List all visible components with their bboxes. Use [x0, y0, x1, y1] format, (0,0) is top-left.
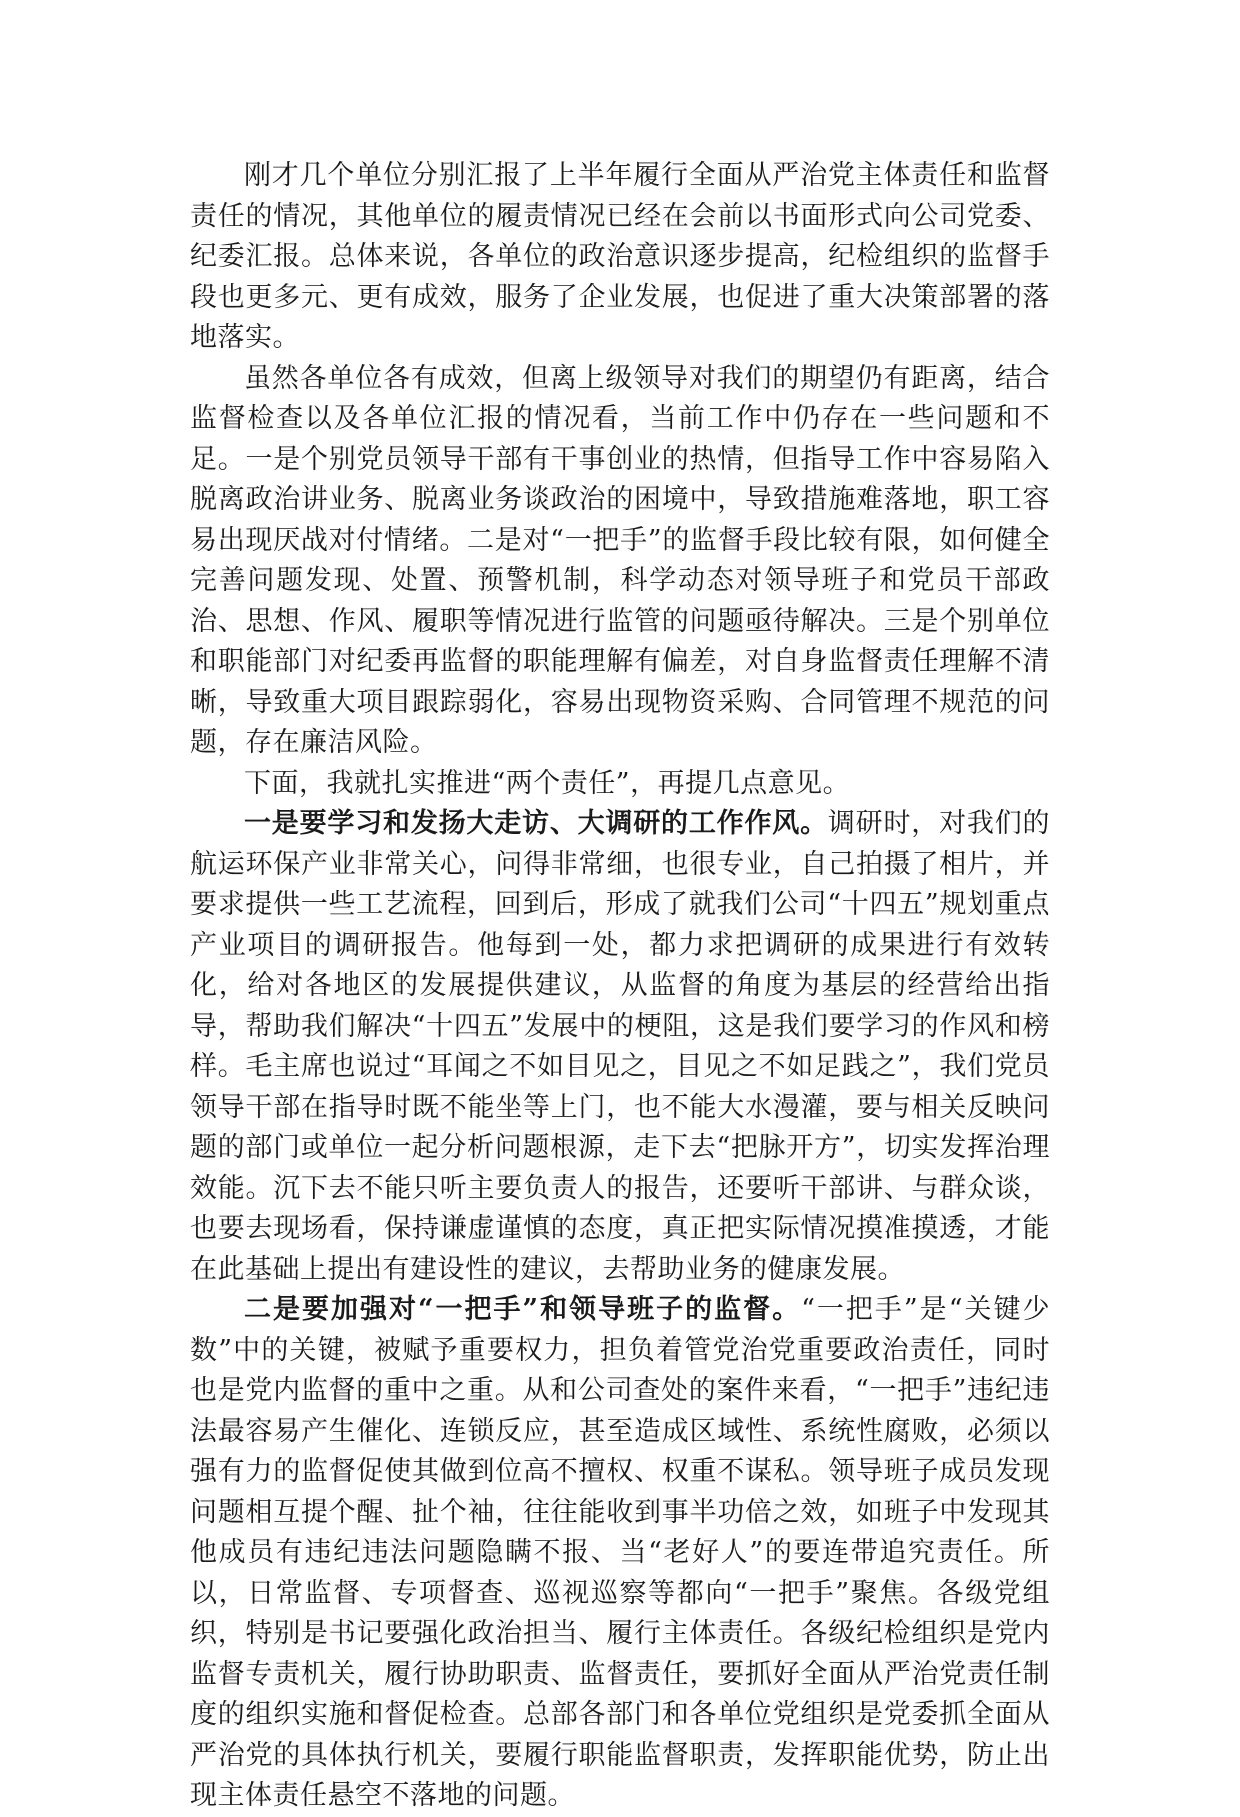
- paragraph-text: 虽然各单位各有成效，但离上级领导对我们的期望仍有距离，结合监督检查以及各单位汇报的情况看，当前工作中仍存在一些问题和不足。一是个别党员领导干部有干事创业的热情，但指导工作中容易陷入脱离政治讲业务、脱离业务谈政治的困境中，导致措施难落地，职工容易出现厌战对付情绪。二是对“一把手”的监督手段比较有限，如何健全完善问题发现、处置、预警机制，科学动态对领导班子和党员干部政治、思想、作风、履职等情况进行监管的问题亟待解决。三是个别单位和职能部门对纪委再监督的职能理解有偏差，对自身监督责任理解不清晰，导致重大项目跟踪弱化，容易出现物资采购、合同管理不规范的问题，存在廉洁风险。: [190, 362, 1050, 758]
- paragraph-text: 刚才几个单位分别汇报了上半年履行全面从严治党主体责任和监督责任的情况，其他单位的履责情况已经在会前以书面形式向公司党委、纪委汇报。总体来说，各单位的政治意识逐步提高，纪检组织的监督手段也更多元、更有成效，服务了企业发展，也促进了重大决策部署的落地落实。: [190, 160, 1050, 353]
- paragraph-point-one: [190, 804, 1050, 1290]
- paragraph-work-summary: [190, 156, 1050, 359]
- document-body: [190, 156, 1050, 1817]
- paragraph-point-two: [190, 1290, 1050, 1817]
- paragraph-text: 调研时，对我们的航运环保产业非常关心，问得非常细，也很专业，自己拍摄了相片，并要求提供一些工艺流程，回到后，形成了就我们公司“十四五”规划重点产业项目的调研报告。他每到一处，都力求把调研的成果进行有效转化，给对各地区的发展提供建议，从监督的角度为基层的经营给出指导，帮助我们解决“十四五”发展中的梗阻，这是我们要学习的作风和榜样。毛主席也说过“耳闻之不如目见之，目见之不如足践之”，我们党员领导干部在指导时既不能坐等上门，也不能大水漫灌，要与相关反映问题的部门或单位一起分析问题根源，走下去“把脉开方”，切实发挥治理效能。沉下去不能只听主要负责人的报告，还要听干部讲、与群众谈，也要去现场看，保持谦虚谨慎的态度，真正把实际情况摸准摸透，才能在此基础上提出有建设性的建议，去帮助业务的健康发展。: [190, 808, 1050, 1285]
- paragraph-heading-point-two: 二是要加强对“一把手”和领导班子的监督。: [244, 1294, 802, 1325]
- paragraph-text: “一把手”是“关键少数”中的关键，被赋予重要权力，担负着管党治党重要政治责任，同时也是党内监督的重中之重。从和公司查处的案件来看，“一把手”违纪违法最容易产生催化、连锁反应，甚至造成区域性、系统性腐败，必须以强有力的监督促使其做到位高不擅权、权重不谋私。领导班子成员发现问题相互提个醒、扯个袖，往往能收到事半功倍之效，如班子中发现其他成员有违纪违法问题隐瞒不报、当“老好人”的要连带追究责任。所以，日常监督、专项督查、巡视巡察等都向“一把手”聚焦。各级党组织，特别是书记要强化政治担当、履行主体责任。各级纪检组织是党内监督专责机关，履行协助职责、监督责任，要抓好全面从严治党责任制度的组织实施和督促检查。总部各部门和各单位党组织是党委抓全面从严治党的具体执行机关，要履行职能监督职责，发挥职能优势，防止出现主体责任悬空不落地的问题。: [190, 1294, 1050, 1811]
- paragraph-problems: [190, 359, 1050, 764]
- paragraph-text: 下面，我就扎实推进“两个责任”，再提几点意见。: [244, 767, 851, 799]
- paragraph-transition: [190, 764, 1050, 805]
- paragraph-heading-point-one: 一是要学习和发扬大走访、大调研的工作作风。: [244, 808, 828, 839]
